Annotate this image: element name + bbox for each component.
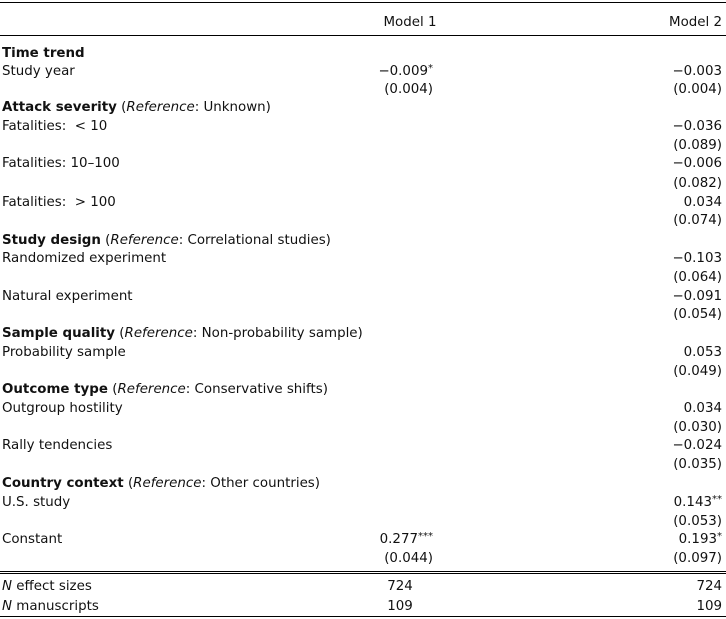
row-study-year-se: (0.004) (0.004) xyxy=(384,82,722,97)
row-n-effect-sizes: N effect sizes 724 724 xyxy=(2,579,722,594)
row-constant-se: (0.044) (0.097) xyxy=(384,551,722,566)
row-probability-sample-se: (0.049) xyxy=(673,364,722,379)
row-natural-experiment-se: (0.054) xyxy=(673,307,722,322)
row-study-year: Study year −0.009* −0.003 xyxy=(2,63,722,79)
model2-header: Model 2 xyxy=(669,15,722,30)
header-rule xyxy=(0,35,726,36)
row-randomized-experiment-se: (0.064) xyxy=(673,270,722,285)
row-us-study-se: (0.053) xyxy=(673,514,722,529)
row-fatalities-10-100-se: (0.082) xyxy=(673,176,722,191)
top-rule xyxy=(0,2,726,3)
group-header-country-context: Country context (Reference: Other countries) xyxy=(2,476,321,491)
row-fatalities-gt100-se: (0.074) xyxy=(673,213,722,228)
row-constant: Constant 0.277*** 0.193* xyxy=(2,531,722,547)
model1-header: Model 1 xyxy=(383,15,437,30)
row-n-manuscripts: N manuscripts 109 109 xyxy=(2,599,722,614)
row-randomized-experiment: Randomized experiment −0.103 xyxy=(2,251,722,266)
column-header-row xyxy=(0,13,726,32)
group-header-sample-quality: Sample quality (Reference: Non-probability sample) xyxy=(2,326,363,341)
row-outgroup-hostility: Outgroup hostility 0.034 xyxy=(2,401,722,416)
row-rally-tendencies: Rally tendencies −0.024 xyxy=(2,438,722,453)
row-fatalities-lt10-se: (0.089) xyxy=(673,138,722,153)
row-fatalities-gt100: Fatalities: > 100 0.034 xyxy=(2,195,722,210)
row-probability-sample: Probability sample 0.053 xyxy=(2,345,722,360)
group-header-attack-severity: Attack severity (Reference: Unknown) xyxy=(2,100,271,115)
row-fatalities-10-100: Fatalities: 10–100 −0.006 xyxy=(2,156,722,171)
group-header-time-trend: Time trend xyxy=(2,46,85,61)
row-outgroup-hostility-se: (0.030) xyxy=(673,420,722,435)
footer-rule xyxy=(0,571,726,572)
group-header-outcome-type: Outcome type (Reference: Conservative shifts) xyxy=(2,382,328,397)
row-fatalities-lt10: Fatalities: < 10 −0.036 xyxy=(2,119,722,134)
group-header-study-design: Study design (Reference: Correlational studies) xyxy=(2,233,331,248)
row-natural-experiment: Natural experiment −0.091 xyxy=(2,289,722,304)
row-us-study: U.S. study 0.143** xyxy=(2,494,722,510)
footer-rule-2 xyxy=(0,573,726,574)
row-rally-tendencies-se: (0.035) xyxy=(673,457,722,472)
bottom-rule xyxy=(0,616,726,617)
